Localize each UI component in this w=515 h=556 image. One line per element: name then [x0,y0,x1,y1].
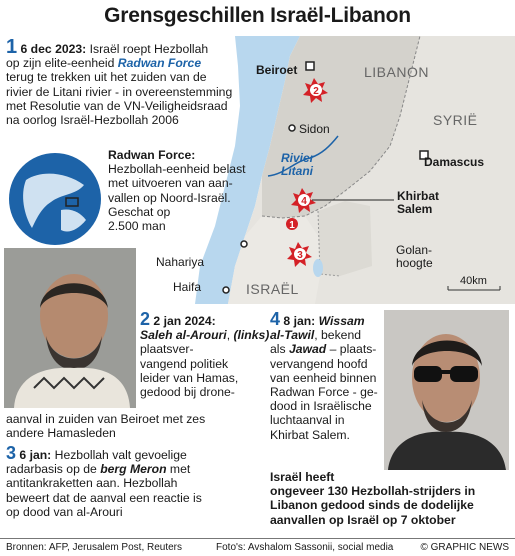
page-title: Grensgeschillen Israël-Libanon [104,4,411,27]
strike-marker-3-label: 3 [297,250,303,261]
label-sidon: Sidon [299,122,330,136]
summary: Israël heeft ongeveer 130 Hezbollah-strijders in Libanon gedood sinds de dodelijke aanvallen op Israël op 7 oktober [270,470,476,527]
footer [0,538,515,556]
label-syria: SYRIË [433,112,478,128]
event-4-number: 4 [270,309,281,329]
event-3: 3 6 jan: Hezbollah valt gevoelige radarbasis op de berg Meron met antitankraketten aan. Hezbollah beweert dat de aanval een reactie is op dood van al-Arouri [6,443,202,519]
label-israel: ISRAËL [246,281,299,297]
label-golan: Golan- hoogte [396,243,433,270]
label-haifa: Haifa [173,280,202,294]
footer-photos: Foto's: Avshalom Sassonii, social media [216,542,394,553]
scale-label: 40km [460,275,487,287]
event-1: 1 6 dec 2023: Israël roept Hezbollah op zijn elite-eenheid Radwan Force terug te trekken uit het zuiden van de rivier de Litani rivier - in overeenstemming met Resolutie van de VN-Veiligheidsraad na oorlog Israël-Hezbollah 2006 [6,36,233,128]
label-river: Rivier Litani [281,151,315,178]
label-nahariya: Nahariya [156,255,205,269]
strike-marker-1-label: 1 [289,220,295,231]
strike-marker-2-label: 2 [313,86,319,97]
event-2-cont: aanval in zuiden van Beiroet met zes andere Hamasleden [6,412,206,441]
photo-al-arouri [4,248,136,408]
globe-icon [6,150,104,248]
event-1-date: 6 dec 2023: [20,42,87,56]
event-1-number: 1 [6,36,18,58]
label-beirut: Beiroet [256,63,298,77]
label-lebanon: LIBANON [364,64,429,80]
label-damascus: Damascus [424,155,485,169]
photo-al-tawil [384,310,509,470]
event-4: 4 8 jan: Wissam al-Tawil, bekend als Jawad – plaats- vervangend hoofd van eenheid binnen Radwan Force - ge- dood in Israëlische luchtaanval in Khirbat Salem. [270,309,378,442]
footer-sources: Bronnen: AFP, Jerusalem Post, Reuters [6,542,183,553]
event-2-number: 2 [140,309,151,329]
label-khirbat-salem: Khirbat Salem [397,189,439,216]
strike-marker-4-label: 4 [301,196,307,207]
event-3-number: 3 [6,443,17,463]
event-2: 2 2 jan 2024: Saleh al-Arouri, (links) plaatsver- vangend politiek leider van Hamas, gedood bij drone- [140,309,270,400]
radwan-force-box: Radwan Force: Hezbollah-eenheid belast met uitvoeren van aan- vallen op Noord-Israël. Geschat op 2.500 man [108,148,246,234]
footer-brand: © GRAPHIC NEWS [420,542,509,553]
